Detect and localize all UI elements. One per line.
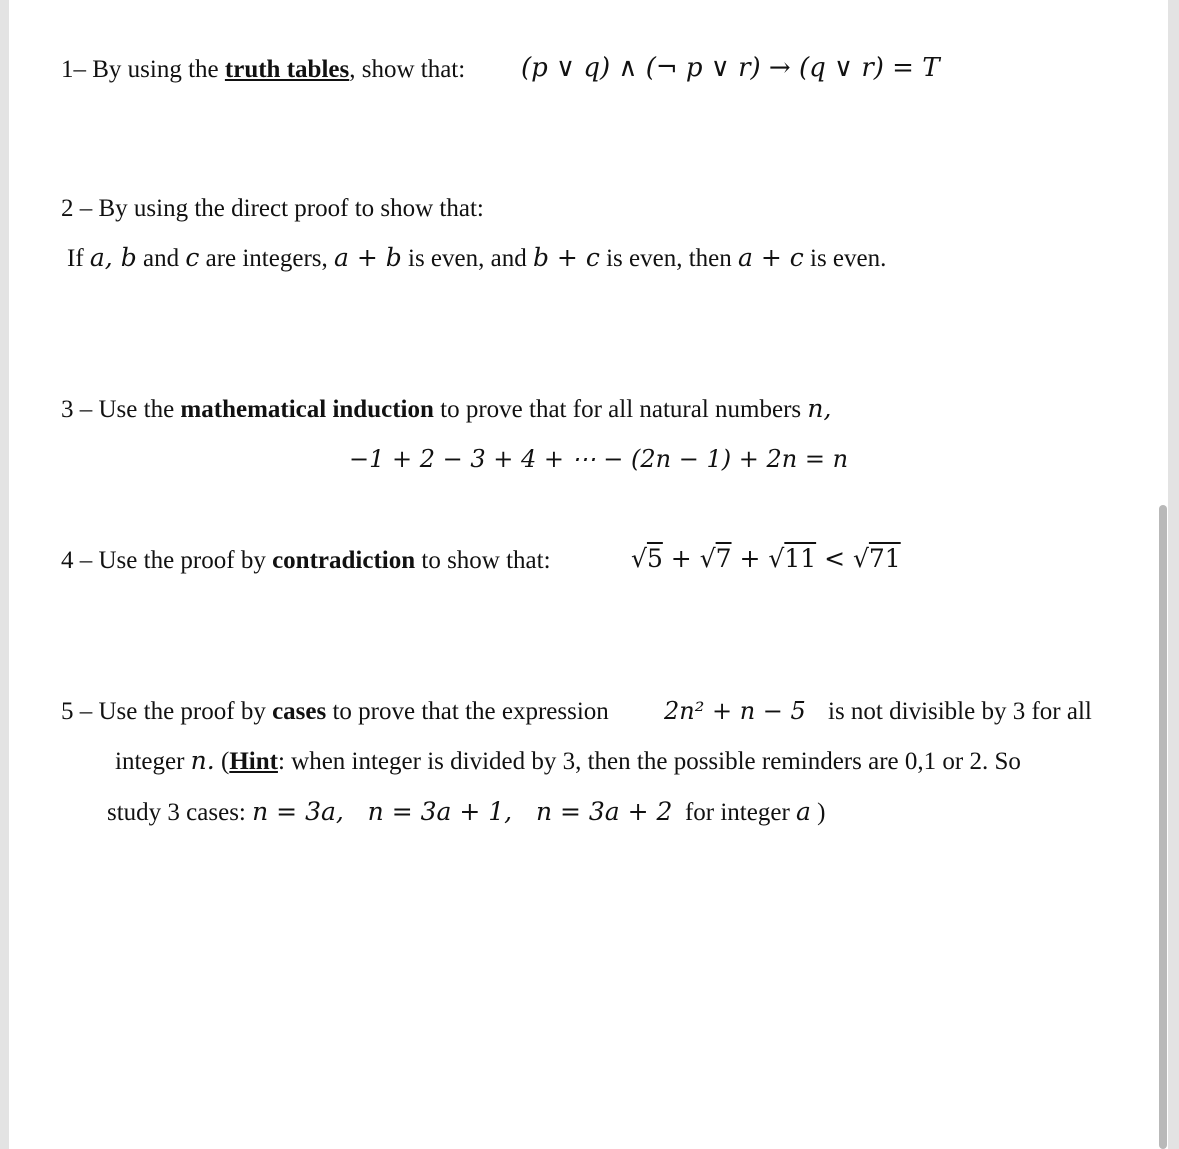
q5-text-integer: integer <box>115 748 191 775</box>
q4-radicand-71: 71 <box>868 544 901 573</box>
q5-var-n: n. <box>190 746 215 775</box>
q5-expression: 2n² + n − 5 <box>664 697 806 725</box>
q2-expr-a-plus-c: a + c <box>738 243 804 272</box>
q1-bold-truth-tables: truth tables <box>224 56 350 83</box>
q2-text-e: is even, then <box>599 245 738 272</box>
q2-line-2 <box>67 243 886 274</box>
document-page <box>9 0 1168 1149</box>
q4-inequality <box>631 544 901 574</box>
q2-text-b: and <box>136 245 186 272</box>
question-5-line-3 <box>107 797 826 828</box>
q3-suffix: to prove that for all natural numbers <box>433 396 808 423</box>
question-1 <box>61 55 465 85</box>
q5-open-paren: ( <box>214 748 230 775</box>
q2-text-a: If <box>67 245 90 272</box>
q5-hint-text: : when integer is divided by 3, then the possible reminders are 0,1 or 2. So <box>277 748 1021 775</box>
q4-radicand-5: 5 <box>646 544 663 573</box>
q4-prefix: 4 – Use the proof by <box>61 547 273 574</box>
q5-for-integer: for integer <box>672 799 797 826</box>
sqrt-symbol-3: √ <box>768 544 785 573</box>
q2-text-c: are integers, <box>199 245 334 272</box>
q1-suffix: , show that: <box>349 56 466 83</box>
q2-var-c: c <box>185 243 200 272</box>
q2-expr-b-plus-c: b + c <box>532 243 600 272</box>
q2-expr-a-plus-b: a + b <box>334 243 402 272</box>
q1-prefix: 1– By using the <box>61 56 225 83</box>
q3-prefix: 3 – Use the <box>61 396 181 423</box>
q2-text-f: is even. <box>803 245 887 272</box>
q5-close-paren: ) <box>810 799 826 826</box>
question-5-line-2 <box>115 746 1021 777</box>
q3-equation: −1 + 2 − 3 + 4 + ⋯ − (2n − 1) + 2n = n <box>349 445 849 473</box>
sqrt-symbol-2: √ <box>699 544 716 573</box>
q2-line-1: 2 – By using the direct proof to show that: <box>61 195 484 222</box>
question-4 <box>61 546 551 576</box>
sqrt-symbol-4: √ <box>852 544 869 573</box>
q5-study-cases: study 3 cases: <box>107 799 253 826</box>
q4-suffix: to show that: <box>415 547 551 574</box>
sqrt-symbol-1: √ <box>631 544 647 573</box>
q4-plus-1: + <box>662 544 700 573</box>
q4-bold-contradiction: contradiction <box>272 547 416 574</box>
q4-radicand-7: 7 <box>715 544 732 573</box>
question-5-line-1 <box>61 697 609 727</box>
q5-bold-cases: cases <box>272 698 327 725</box>
question-3 <box>61 394 831 425</box>
q5-prefix: 5 – Use the proof by <box>61 698 273 725</box>
q5-tail: is not divisible by 3 for all <box>828 698 1092 725</box>
q3-bold-induction: mathematical induction <box>180 396 434 423</box>
q1-formula: (p ∨ q) ∧ (¬ p ∨ r) → (q ∨ r) = T <box>521 53 940 83</box>
q3-var-n: n, <box>807 394 832 423</box>
q4-less-than: < <box>816 544 853 573</box>
q2-var-ab: a, b <box>89 243 137 272</box>
q5-suffix: to prove that the expression <box>326 698 609 725</box>
q5-var-a: a <box>796 797 811 826</box>
q5-cases-expr: n = 3a, n = 3a + 1, n = 3a + 2 <box>252 797 673 826</box>
scrollbar[interactable] <box>1159 505 1167 1149</box>
q5-hint-label: Hint <box>229 748 278 775</box>
q2-text-d: is even, and <box>401 245 533 272</box>
q4-plus-2: + <box>731 544 769 573</box>
q4-radicand-11: 11 <box>784 544 817 573</box>
